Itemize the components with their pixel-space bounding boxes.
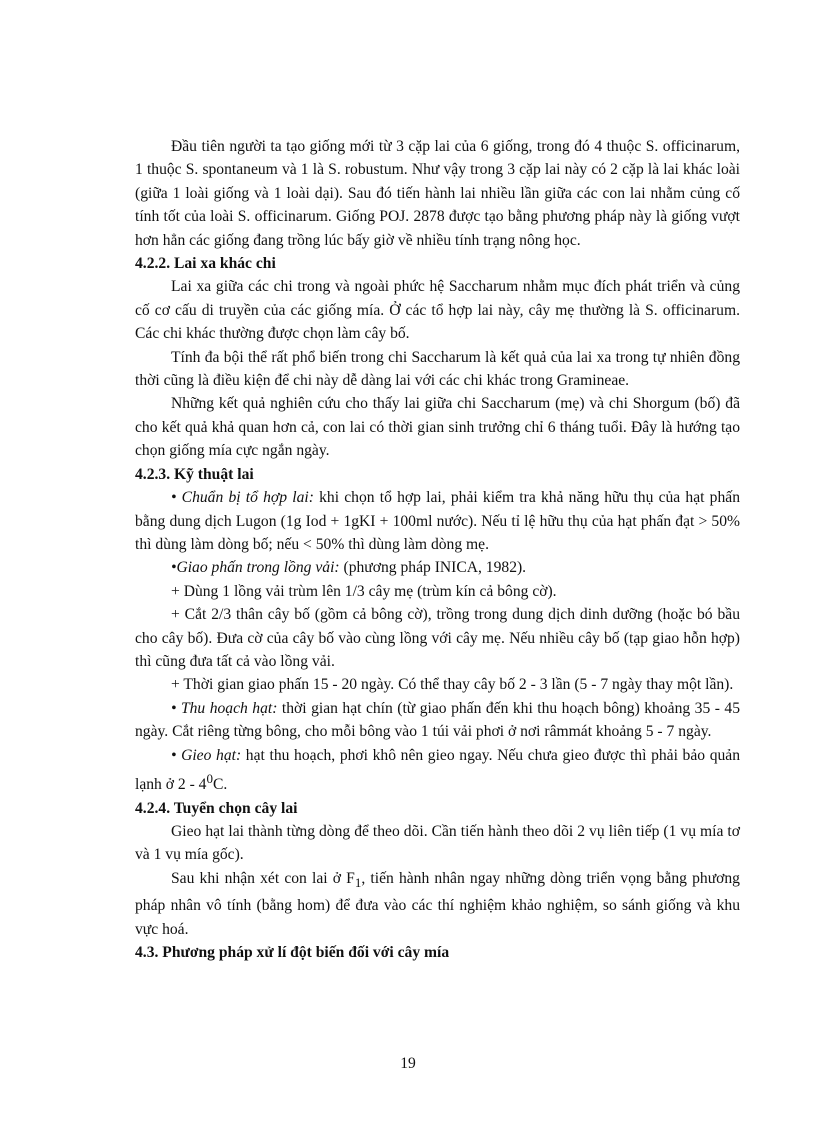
subscript: 1 xyxy=(354,874,362,890)
bullet-text: hạt thu hoạch, phơi khô nên gieo ngay. Nếu chưa gieo được thì phải bảo quản lạnh ở 2 - 4 xyxy=(135,746,741,794)
step-3: + Thời gian giao phấn 15 - 20 ngày. Có thể thay cây bố 2 - 3 lần (5 - 7 ngày thay một lần). xyxy=(171,676,734,694)
paragraph-intro: Đầu tiên người ta tạo giống mới từ 3 cặp lai của 6 giống, trong đó 4 thuộc S. officinarum, 1 thuộc S. spontaneum và 1 là S. robustum. Như vậy trong 3 cặp lai này có 2 cặp là lai khác loài (giữa 1 loài giống và 1 loài dại). Sau đó tiến hành lai nhiều lần giữa các con lai nhằm củng cố tính tốt của loài S. officinarum. Giống POJ. 2878 được tạo bằng phương pháp này là giống vượt hơn hẳn các giống đang trồng lúc bấy giờ về nhiều tính trạng nông học. xyxy=(135,138,740,249)
page-number: 19 xyxy=(400,1055,416,1072)
step-2: + Cắt 2/3 thân cây bố (gồm cả bông cờ), trồng trong dung dịch dinh dưỡng (hoặc bó bầu cho cây bố). Đưa cờ của cây bố vào cùng lồng với cây mẹ. Nếu nhiều cây bố (tạp giao hỗn hợp) thì cũng đưa tất cả vào lồng vải. xyxy=(135,606,740,670)
bullet-label: • Thu hoạch hạt: xyxy=(171,699,278,717)
bullet-label: • Gieo hạt: xyxy=(171,746,242,764)
heading-4-3: 4.3. Phương pháp xử lí đột biến đối với cây mía xyxy=(135,944,450,962)
paragraph-ket-qua: Những kết quả nghiên cứu cho thấy lai giữa chi Saccharum (mẹ) và chi Shorgum (bố) đã cho kết quả khả quan hơn cả, con lai có thời gian sinh trưởng chỉ 6 tháng tuổi. Đây là hướng tạo chọn giống mía cực ngắn ngày. xyxy=(135,395,740,460)
paragraph-lai-xa: Lai xa giữa các chi trong và ngoài phức hệ Saccharum nhằm mục đích phát triển và củng cố cơ cấu di truyền của các giống mía. Ở các tổ hợp lai này, cây mẹ thường là S. officinarum. Các chi khác thường được chọn làm cây bố. xyxy=(135,278,740,343)
bullet-gieo-hat xyxy=(135,744,740,797)
paragraph-gieo-hat-lai: Gieo hạt lai thành từng dòng để theo dõi. Cần tiến hành theo dõi 2 vụ liên tiếp (1 vụ mía tơ và 1 vụ mía gốc). xyxy=(135,822,740,864)
bullet-text: (phương pháp INICA, 1982). xyxy=(339,559,527,577)
heading-4-2-4: 4.2.4. Tuyển chọn cây lai xyxy=(135,799,298,817)
heading-4-2-2: 4.2.2. Lai xa khác chi xyxy=(135,255,276,273)
bullet-label: •Giao phấn trong lồng vải: xyxy=(171,559,340,577)
bullet-giao-phan xyxy=(135,556,740,579)
bullet-chuan-bi xyxy=(135,486,740,556)
text-part: , tiến hành nhân ngay những dòng triển vọng bằng phương pháp nhân vô tính (bằng hom) để đưa vào các thí nghiệm khảo nghiệm, so sánh giống và khu vực hoá. xyxy=(135,869,740,938)
paragraph-nhan-xet xyxy=(135,867,740,941)
bullet-text: thời gian hạt chín (từ giao phấn đến khi thu hoạch bông) khoảng 35 - 45 ngày. Cắt riêng từng bông, cho mỗi bông vào 1 túi vải phơi ở nơi râmmát khoảng 5 - 7 ngày. xyxy=(135,699,740,741)
document-body xyxy=(135,135,740,965)
text-part: Sau khi nhận xét con lai ở F xyxy=(171,869,355,887)
paragraph-da-boi: Tính đa bội thể rất phổ biến trong chi Saccharum là kết quả của lai xa trong tự nhiên đồng thời cũng là điều kiện để chi này dễ dàng lai với các chi khác trong Gramineae. xyxy=(135,348,740,390)
heading-4-2-3: 4.2.3. Kỹ thuật lai xyxy=(135,465,254,483)
step-1: + Dùng 1 lồng vải trùm lên 1/3 cây mẹ (trùm kín cả bông cờ). xyxy=(171,582,557,600)
bullet-thu-hoach xyxy=(135,697,740,744)
superscript: 0 xyxy=(206,770,213,786)
bullet-text: khi chọn tổ hợp lai, phải kiểm tra khả năng hữu thụ của hạt phấn bằng dung dịch Lugon (1g Iod + 1gKI + 100ml nước). Nếu tỉ lệ hữu thụ của hạt phấn đạt > 50% thì dùng làm dòng bố; nếu < 50% thì dùng làm dòng mẹ. xyxy=(135,489,740,553)
bullet-text-end: C. xyxy=(212,776,228,794)
bullet-label: • Chuẩn bị tổ hợp lai: xyxy=(171,489,314,507)
